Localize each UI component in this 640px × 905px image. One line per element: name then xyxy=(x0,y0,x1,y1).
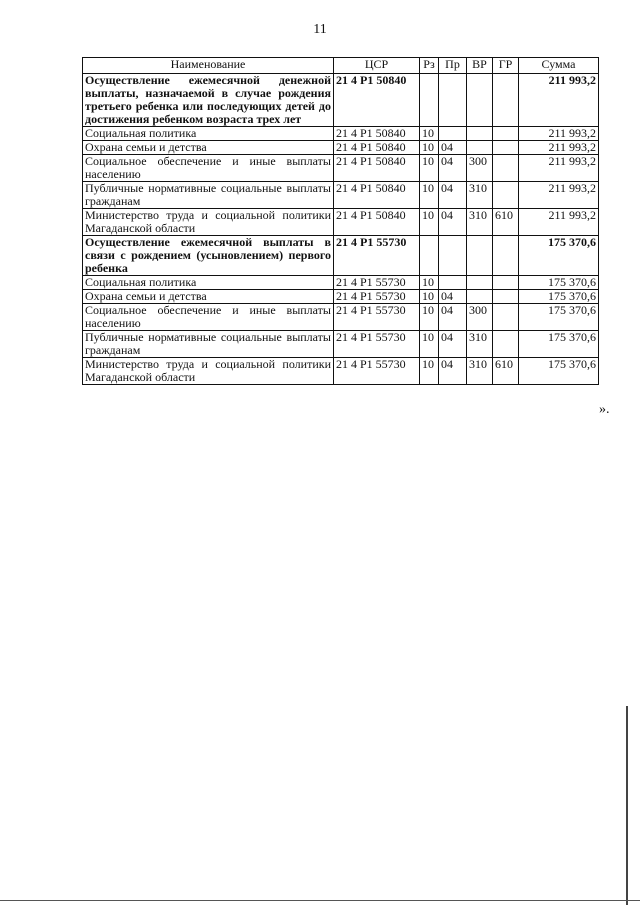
table-row xyxy=(83,141,599,155)
cell-name: Публичные нормативные социальные выплаты гражданам xyxy=(83,182,334,209)
table-row xyxy=(83,304,599,331)
scan-bottom-line xyxy=(0,900,640,901)
cell-pr: 04 xyxy=(439,182,467,209)
cell-vr: 300 xyxy=(467,304,493,331)
cell-vr: 300 xyxy=(467,155,493,182)
cell-gr xyxy=(493,331,519,358)
cell-pr: 04 xyxy=(439,331,467,358)
cell-csr: 21 4 P1 55730 xyxy=(334,358,420,385)
cell-name: Публичные нормативные социальные выплаты гражданам xyxy=(83,331,334,358)
cell-sum: 211 993,2 xyxy=(519,209,599,236)
cell-rz xyxy=(420,236,439,276)
cell-gr xyxy=(493,304,519,331)
cell-rz xyxy=(420,74,439,127)
cell-csr: 21 4 P1 50840 xyxy=(334,127,420,141)
cell-sum: 175 370,6 xyxy=(519,331,599,358)
cell-pr xyxy=(439,236,467,276)
cell-sum: 175 370,6 xyxy=(519,358,599,385)
header-csr: ЦСР xyxy=(334,58,420,74)
header-pr: Пр xyxy=(439,58,467,74)
table-row xyxy=(83,155,599,182)
cell-name: Охрана семьи и детства xyxy=(83,290,334,304)
table-row xyxy=(83,358,599,385)
table-row xyxy=(83,209,599,236)
cell-csr: 21 4 P1 55730 xyxy=(334,290,420,304)
cell-sum: 211 993,2 xyxy=(519,74,599,127)
header-vr: ВР xyxy=(467,58,493,74)
cell-rz: 10 xyxy=(420,141,439,155)
cell-pr: 04 xyxy=(439,290,467,304)
cell-csr: 21 4 P1 50840 xyxy=(334,141,420,155)
cell-sum: 175 370,6 xyxy=(519,290,599,304)
cell-rz: 10 xyxy=(420,304,439,331)
cell-gr xyxy=(493,127,519,141)
cell-pr: 04 xyxy=(439,209,467,236)
budget-table xyxy=(82,57,599,385)
cell-name: Социальное обеспечение и иные выплаты населению xyxy=(83,304,334,331)
cell-sum: 175 370,6 xyxy=(519,236,599,276)
cell-pr: 04 xyxy=(439,141,467,155)
cell-sum: 211 993,2 xyxy=(519,141,599,155)
cell-vr: 310 xyxy=(467,182,493,209)
cell-pr xyxy=(439,127,467,141)
cell-gr xyxy=(493,74,519,127)
cell-sum: 211 993,2 xyxy=(519,182,599,209)
table-row xyxy=(83,74,599,127)
cell-gr xyxy=(493,182,519,209)
cell-gr: 610 xyxy=(493,358,519,385)
cell-csr: 21 4 P1 50840 xyxy=(334,155,420,182)
scan-edge-line xyxy=(626,706,628,905)
header-gr: ГР xyxy=(493,58,519,74)
page-number: 11 xyxy=(313,22,327,37)
cell-vr: 310 xyxy=(467,358,493,385)
cell-csr: 21 4 P1 50840 xyxy=(334,209,420,236)
cell-sum: 175 370,6 xyxy=(519,276,599,290)
table-row xyxy=(83,236,599,276)
cell-pr: 04 xyxy=(439,155,467,182)
cell-rz: 10 xyxy=(420,155,439,182)
cell-name: Социальное обеспечение и иные выплаты населению xyxy=(83,155,334,182)
cell-vr xyxy=(467,141,493,155)
cell-rz: 10 xyxy=(420,290,439,304)
cell-rz: 10 xyxy=(420,358,439,385)
cell-name: Социальная политика xyxy=(83,127,334,141)
cell-pr: 04 xyxy=(439,304,467,331)
cell-csr: 21 4 P1 50840 xyxy=(334,182,420,209)
cell-rz: 10 xyxy=(420,127,439,141)
cell-name: Министерство труда и социальной политики Магаданской области xyxy=(83,209,334,236)
table-row xyxy=(83,331,599,358)
table-row xyxy=(83,290,599,304)
cell-name: Осуществление ежемесячной денежной выплаты, назначаемой в случае рождения третьего ребенка или последующих детей до достижения ребенком возраста трех лет xyxy=(83,74,334,127)
cell-pr xyxy=(439,276,467,290)
table-body xyxy=(83,74,599,385)
cell-csr: 21 4 P1 55730 xyxy=(334,304,420,331)
header-rz: Рз xyxy=(420,58,439,74)
header-row xyxy=(83,58,599,74)
table-row xyxy=(83,276,599,290)
table-header xyxy=(83,58,599,74)
cell-vr xyxy=(467,127,493,141)
cell-name: Охрана семьи и детства xyxy=(83,141,334,155)
cell-name: Осуществление ежемесячной выплаты в связи с рождением (усыновлением) первого ребенка xyxy=(83,236,334,276)
cell-csr: 21 4 P1 55730 xyxy=(334,236,420,276)
cell-sum: 211 993,2 xyxy=(519,127,599,141)
cell-gr xyxy=(493,276,519,290)
cell-rz: 10 xyxy=(420,209,439,236)
cell-vr xyxy=(467,290,493,304)
cell-vr: 310 xyxy=(467,331,493,358)
cell-rz: 10 xyxy=(420,182,439,209)
cell-vr xyxy=(467,276,493,290)
cell-vr xyxy=(467,236,493,276)
cell-gr xyxy=(493,141,519,155)
cell-sum: 211 993,2 xyxy=(519,155,599,182)
cell-pr xyxy=(439,74,467,127)
cell-name: Социальная политика xyxy=(83,276,334,290)
cell-pr: 04 xyxy=(439,358,467,385)
cell-name: Министерство труда и социальной политики Магаданской области xyxy=(83,358,334,385)
cell-sum: 175 370,6 xyxy=(519,304,599,331)
cell-rz: 10 xyxy=(420,276,439,290)
table-row xyxy=(83,182,599,209)
cell-gr xyxy=(493,290,519,304)
cell-vr xyxy=(467,74,493,127)
table-row xyxy=(83,127,599,141)
cell-csr: 21 4 P1 50840 xyxy=(334,74,420,127)
cell-vr: 310 xyxy=(467,209,493,236)
cell-gr xyxy=(493,236,519,276)
cell-gr xyxy=(493,155,519,182)
cell-rz: 10 xyxy=(420,331,439,358)
cell-csr: 21 4 P1 55730 xyxy=(334,331,420,358)
cell-gr: 610 xyxy=(493,209,519,236)
cell-csr: 21 4 P1 55730 xyxy=(334,276,420,290)
closing-quote-mark: ». xyxy=(599,402,610,417)
header-sum: Сумма xyxy=(519,58,599,74)
header-name: Наименование xyxy=(83,58,334,74)
